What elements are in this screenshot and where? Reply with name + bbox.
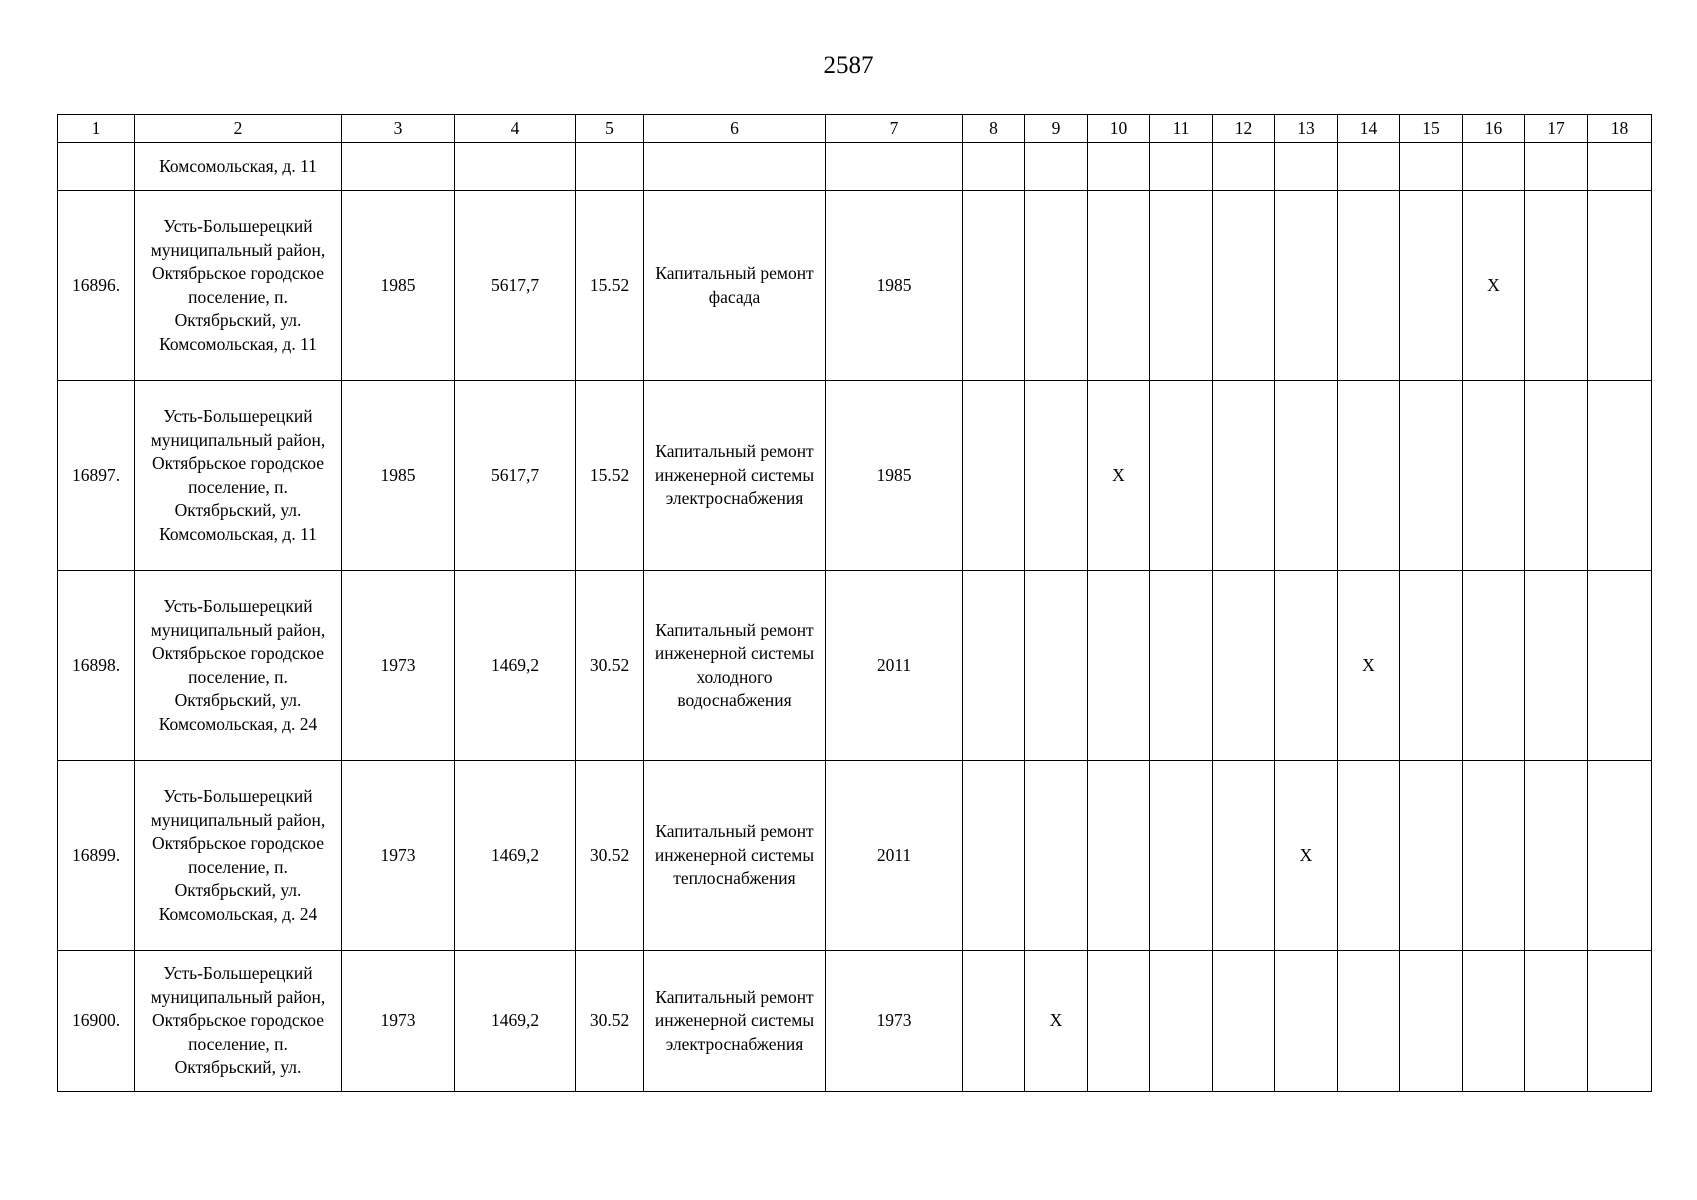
mark-cell bbox=[1025, 191, 1088, 381]
mark-cell bbox=[1588, 951, 1652, 1092]
column-header: 2 bbox=[135, 115, 342, 143]
continuation-row bbox=[58, 143, 1652, 191]
build-year-cell: 1973 bbox=[342, 951, 455, 1092]
row-number-cell: 16898. bbox=[58, 571, 135, 761]
work-year-cell: 1973 bbox=[826, 951, 963, 1092]
mark-cell bbox=[1338, 761, 1400, 951]
mark-cell bbox=[963, 761, 1025, 951]
mark-cell bbox=[1088, 571, 1150, 761]
mark-cell bbox=[1525, 381, 1588, 571]
mark-cell bbox=[963, 191, 1025, 381]
mark-cell bbox=[1588, 571, 1652, 761]
area-cell: 1469,2 bbox=[455, 761, 576, 951]
mark-cell bbox=[1275, 571, 1338, 761]
column-header: 9 bbox=[1025, 115, 1088, 143]
mark-cell bbox=[1338, 951, 1400, 1092]
mark-cell bbox=[1275, 951, 1338, 1092]
mark-cell bbox=[1275, 381, 1338, 571]
header-row bbox=[58, 115, 1652, 143]
mark-cell bbox=[1525, 951, 1588, 1092]
mark-cell bbox=[963, 571, 1025, 761]
mark-cell bbox=[1213, 381, 1275, 571]
column-header: 10 bbox=[1088, 115, 1150, 143]
column-header: 6 bbox=[644, 115, 826, 143]
column-header: 13 bbox=[1275, 115, 1338, 143]
address-cell: Усть-Большерецкий муниципальный район, Октябрьское городское поселение, п. Октябрьский, ул. Комсомольская, д. 11 bbox=[135, 381, 342, 571]
mark-cell bbox=[1525, 571, 1588, 761]
area-cell: 1469,2 bbox=[455, 571, 576, 761]
mark-cell bbox=[1088, 191, 1150, 381]
column-header: 11 bbox=[1150, 115, 1213, 143]
mark-cell bbox=[1525, 191, 1588, 381]
work-type-cell: Капитальный ремонт инженерной системы холодного водоснабжения bbox=[644, 571, 826, 761]
code-cell: 15.52 bbox=[576, 191, 644, 381]
mark-cell bbox=[1275, 191, 1338, 381]
address-cell: Усть-Большерецкий муниципальный район, Октябрьское городское поселение, п. Октябрьский, ул. Комсомольская, д. 24 bbox=[135, 571, 342, 761]
mark-cell bbox=[1588, 761, 1652, 951]
column-header: 4 bbox=[455, 115, 576, 143]
column-header: 17 bbox=[1525, 115, 1588, 143]
column-header: 18 bbox=[1588, 115, 1652, 143]
row-number-cell: 16900. bbox=[58, 951, 135, 1092]
mark-cell bbox=[1025, 381, 1088, 571]
mark-cell bbox=[1338, 381, 1400, 571]
table-row bbox=[58, 951, 1652, 1092]
address-cell: Усть-Большерецкий муниципальный район, Октябрьское городское поселение, п. Октябрьский, ул. bbox=[135, 951, 342, 1092]
row-number-cell: 16897. bbox=[58, 381, 135, 571]
mark-cell bbox=[1400, 571, 1463, 761]
column-header: 14 bbox=[1338, 115, 1400, 143]
build-year-cell: 1985 bbox=[342, 191, 455, 381]
mark-cell bbox=[1150, 191, 1213, 381]
mark-cell: X bbox=[1338, 571, 1400, 761]
row-number-cell: 16899. bbox=[58, 761, 135, 951]
mark-cell bbox=[1150, 381, 1213, 571]
build-year-cell: 1973 bbox=[342, 571, 455, 761]
mark-cell bbox=[1088, 951, 1150, 1092]
build-year-cell: 1985 bbox=[342, 381, 455, 571]
mark-cell bbox=[1525, 761, 1588, 951]
work-year-cell: 2011 bbox=[826, 571, 963, 761]
address-cell: Комсомольская, д. 11 bbox=[135, 143, 342, 191]
column-header: 7 bbox=[826, 115, 963, 143]
column-header: 1 bbox=[58, 115, 135, 143]
mark-cell bbox=[1213, 191, 1275, 381]
mark-cell bbox=[1088, 761, 1150, 951]
mark-cell bbox=[1025, 761, 1088, 951]
register-table bbox=[57, 114, 1652, 1092]
row-number-cell: 16896. bbox=[58, 191, 135, 381]
mark-cell: X bbox=[1088, 381, 1150, 571]
column-header: 8 bbox=[963, 115, 1025, 143]
mark-cell bbox=[1588, 381, 1652, 571]
column-header: 16 bbox=[1463, 115, 1525, 143]
work-type-cell: Капитальный ремонт инженерной системы электроснабжения bbox=[644, 381, 826, 571]
column-header: 12 bbox=[1213, 115, 1275, 143]
mark-cell bbox=[963, 951, 1025, 1092]
column-header: 5 bbox=[576, 115, 644, 143]
address-cell: Усть-Большерецкий муниципальный район, Октябрьское городское поселение, п. Октябрьский, ул. Комсомольская, д. 11 bbox=[135, 191, 342, 381]
mark-cell bbox=[1400, 761, 1463, 951]
table-row bbox=[58, 381, 1652, 571]
area-cell: 5617,7 bbox=[455, 381, 576, 571]
table-row bbox=[58, 191, 1652, 381]
mark-cell bbox=[1400, 951, 1463, 1092]
mark-cell: X bbox=[1025, 951, 1088, 1092]
work-year-cell: 1985 bbox=[826, 381, 963, 571]
code-cell: 15.52 bbox=[576, 381, 644, 571]
mark-cell bbox=[1463, 381, 1525, 571]
code-cell: 30.52 bbox=[576, 951, 644, 1092]
work-type-cell: Капитальный ремонт инженерной системы электроснабжения bbox=[644, 951, 826, 1092]
mark-cell bbox=[963, 381, 1025, 571]
mark-cell bbox=[1213, 761, 1275, 951]
area-cell: 1469,2 bbox=[455, 951, 576, 1092]
code-cell: 30.52 bbox=[576, 571, 644, 761]
mark-cell bbox=[1338, 191, 1400, 381]
work-type-cell: Капитальный ремонт инженерной системы теплоснабжения bbox=[644, 761, 826, 951]
table-row bbox=[58, 571, 1652, 761]
mark-cell: X bbox=[1275, 761, 1338, 951]
code-cell: 30.52 bbox=[576, 761, 644, 951]
work-year-cell: 2011 bbox=[826, 761, 963, 951]
mark-cell bbox=[1025, 571, 1088, 761]
mark-cell bbox=[1213, 571, 1275, 761]
mark-cell: X bbox=[1463, 191, 1525, 381]
work-type-cell: Капитальный ремонт фасада bbox=[644, 191, 826, 381]
table-row bbox=[58, 761, 1652, 951]
mark-cell bbox=[1400, 381, 1463, 571]
work-year-cell: 1985 bbox=[826, 191, 963, 381]
column-header: 15 bbox=[1400, 115, 1463, 143]
mark-cell bbox=[1213, 951, 1275, 1092]
page-number: 2587 bbox=[823, 52, 874, 79]
mark-cell bbox=[1150, 571, 1213, 761]
mark-cell bbox=[1588, 191, 1652, 381]
mark-cell bbox=[1463, 761, 1525, 951]
column-header: 3 bbox=[342, 115, 455, 143]
area-cell: 5617,7 bbox=[455, 191, 576, 381]
address-cell: Усть-Большерецкий муниципальный район, Октябрьское городское поселение, п. Октябрьский, ул. Комсомольская, д. 24 bbox=[135, 761, 342, 951]
mark-cell bbox=[1400, 191, 1463, 381]
mark-cell bbox=[1150, 761, 1213, 951]
build-year-cell: 1973 bbox=[342, 761, 455, 951]
mark-cell bbox=[1463, 951, 1525, 1092]
mark-cell bbox=[1150, 951, 1213, 1092]
mark-cell bbox=[1463, 571, 1525, 761]
